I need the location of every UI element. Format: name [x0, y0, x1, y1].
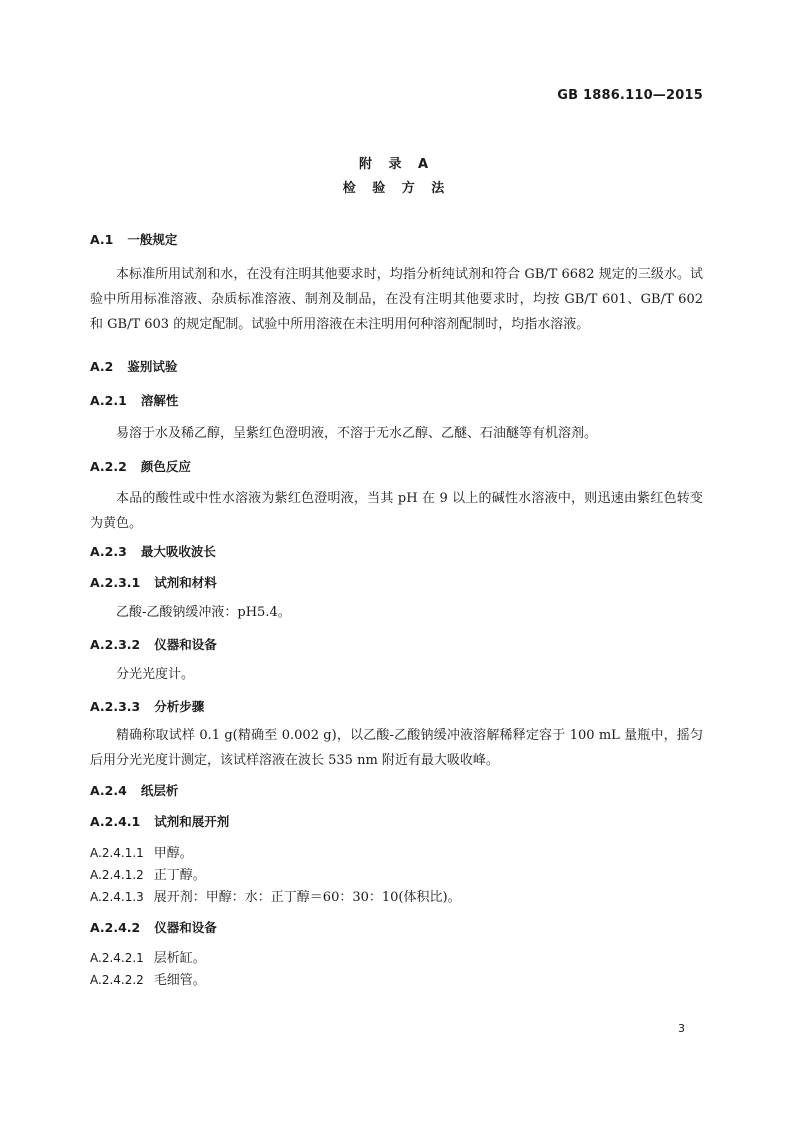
- section-number: A.2.1: [90, 393, 127, 408]
- list-item-a2422: [90, 969, 206, 988]
- item-number: A.2.4.2.1: [90, 951, 144, 965]
- section-title: 试剂和材料: [154, 575, 217, 590]
- list-item-a2411: [90, 842, 193, 861]
- item-text: 正丁醇。: [153, 868, 206, 883]
- section-heading-a24: [90, 781, 178, 799]
- section-number: A.2.3.2: [90, 637, 141, 652]
- section-number: A.2: [90, 359, 114, 374]
- section-heading-a21: [90, 391, 178, 409]
- section-heading-a231: [90, 573, 217, 591]
- section-number: A.2.3.3: [90, 699, 141, 714]
- item-text: 展开剂：甲醇：水：正丁醇＝60：30：10(体积比)。: [153, 890, 461, 905]
- section-number: A.2.2: [90, 459, 127, 474]
- section-number: A.2.3: [90, 544, 127, 559]
- item-number: A.2.4.2.2: [90, 973, 144, 987]
- section-heading-a2: [90, 357, 177, 375]
- section-heading-a242: [90, 918, 217, 936]
- section-title: 最大吸收波长: [140, 544, 216, 559]
- section-title: 鉴别试验: [127, 359, 178, 374]
- section-title: 溶解性: [140, 393, 179, 408]
- list-item-a2421: [90, 947, 206, 966]
- section-heading-a241: [90, 812, 229, 830]
- annex-label: 附 录 A: [358, 157, 435, 172]
- document-code: GB 1886.110—2015: [557, 88, 703, 103]
- section-number: A.2.4.1: [90, 814, 141, 829]
- section-title: 仪器和设备: [154, 637, 217, 652]
- section-heading-a233: [90, 697, 204, 715]
- section-number: A.2.3.1: [90, 575, 141, 590]
- item-text: 甲醇。: [153, 846, 193, 861]
- section-number: A.1: [90, 232, 114, 247]
- item-text: 毛细管。: [153, 973, 206, 988]
- section-number: A.2.4.2: [90, 920, 141, 935]
- section-heading-a232: [90, 635, 217, 653]
- paragraph-a232: 分光光度计。: [116, 667, 195, 682]
- section-title: 仪器和设备: [154, 920, 217, 935]
- section-heading-a23: [90, 542, 216, 560]
- section-number: A.2.4: [90, 783, 127, 798]
- section-title: 纸层析: [140, 783, 179, 798]
- annex-title: 检 验 方 法: [342, 181, 451, 196]
- paragraph-a1: 本标准所用试剂和水，在没有注明其他要求时，均指分析纯试剂和符合 GB/T 6682 规定的三级水。试验中所用标准溶液、杂质标准溶液、制剂及制品，在没有注明其他要求时，均按 GB/T 601、GB/T 602 和 GB/T 603 的规定配制。试验中所用溶液在未注明用何种溶剂配制时，均指水溶液。: [90, 267, 703, 332]
- page-number: 3: [678, 1022, 685, 1035]
- item-number: A.2.4.1.3: [90, 890, 144, 904]
- section-title: 分析步骤: [154, 699, 205, 714]
- section-heading-a1: [90, 230, 177, 248]
- item-number: A.2.4.1.1: [90, 846, 144, 860]
- paragraph-a231: 乙酸-乙酸钠缓冲液：pH5.4。: [116, 605, 291, 620]
- list-item-a2413: [90, 886, 461, 905]
- section-heading-a22: [90, 457, 191, 475]
- list-item-a2412: [90, 864, 206, 883]
- section-title: 颜色反应: [140, 459, 191, 474]
- section-title: 试剂和展开剂: [154, 814, 230, 829]
- paragraph-a21: 易溶于水及稀乙醇，呈紫红色澄明液，不溶于无水乙醇、乙醚、石油醚等有机溶剂。: [116, 426, 598, 441]
- section-title: 一般规定: [127, 232, 178, 247]
- paragraph-a233: 精确称取试样 0.1 g(精确至 0.002 g)，以乙酸-乙酸钠缓冲液溶解稀释定容于 100 mL 量瓶中，摇匀后用分光光度计测定，该试样溶液在波长 535 nm 附近有最大吸收峰。: [90, 728, 703, 768]
- paragraph-a22: 本品的酸性或中性水溶液为紫红色澄明液，当其 pH 在 9 以上的碱性水溶液中，则迅速由紫红色转变为黄色。: [90, 491, 703, 531]
- item-number: A.2.4.1.2: [90, 868, 144, 882]
- item-text: 层析缸。: [153, 951, 206, 966]
